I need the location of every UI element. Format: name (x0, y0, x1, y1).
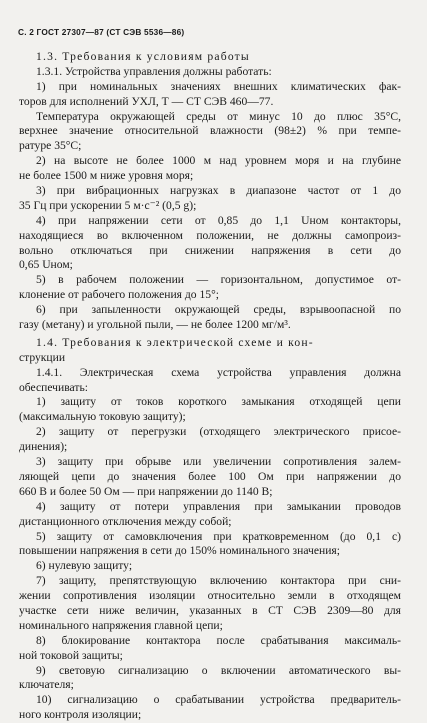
text-line: 1) при номинальных значениях внешних климатических фак- (36, 79, 401, 93)
text-line: 1.4.1. Электрическая схема устройства управления должна (36, 365, 401, 379)
text-line: 5) защиту от самовключения при кратковременном (до 0,1 с) (36, 529, 401, 543)
text-line: ной токовой защиты; (19, 648, 123, 662)
text-line: 2) защиту от перегрузки (отходящего электрического присое- (36, 425, 401, 439)
text-line: повышении напряжения в сети до 150% номинального значения; (19, 544, 340, 558)
text-line: 10) сигнализацию о срабатывании устройства предваритель- (36, 693, 401, 707)
text-line: ключателя; (19, 678, 74, 692)
text-line: газу (метану) и угольной пыли, — не более 1200 мг/м³. (19, 318, 291, 332)
text-line: 7) защиту, препятствующую включению контактора при сни- (36, 574, 401, 588)
text-line: вольно отключаться при снижении напряжения в сети до (19, 243, 401, 257)
text-line: номинального напряжения главной цепи; (19, 618, 223, 632)
text-line: жении сопротивления изоляции относительно земли в отходящем (19, 589, 401, 603)
text-line: 3) защиту при обрыве или увеличении сопротивления залем- (36, 455, 401, 469)
document-body (19, 50, 401, 723)
section-heading: 1.4. Требования к электрической схеме и кон- (36, 335, 314, 349)
text-line: ного контроля изоляции; (19, 708, 142, 722)
text-line: верхнее значение относительной влажности (98±2) % при темпе- (19, 124, 401, 138)
text-line: ратуре 35°С; (19, 139, 82, 153)
text-line: Температура окружающей среды от минус 10 до плюс 35°С, (36, 109, 401, 123)
text-line: торов для исполнений УХЛ, Т — СТ СЭВ 460—77. (19, 94, 274, 108)
text-line: 5) в рабочем положении — горизонтальном, допустимое от- (36, 273, 401, 287)
text-line: 1.3.1. Устройства управления должны работать: (36, 64, 272, 78)
text-line: 35 Гц при ускорении 5 м·с⁻² (0,5 g); (19, 198, 197, 212)
text-line: участке сети ниже величин, указанных в СТ СЭВ 2309—80 для (19, 603, 401, 617)
text-line: 8) блокирование контактора после срабатывания максималь- (36, 633, 401, 647)
text-line: динения); (19, 440, 68, 454)
text-line: находящиеся во включенном положении, не должны самопроиз- (19, 228, 401, 242)
text-line: 660 В и более 50 Ом — при напряжении до 1140 В; (19, 484, 273, 498)
text-line: обеспечивать: (19, 380, 88, 394)
text-line: 4) защиту от потери управления при замыкании проводов (36, 499, 401, 513)
text-line: 4) при напряжении сети от 0,85 до 1,1 Uном контакторы, (36, 213, 401, 227)
page-header: С. 2 ГОСТ 27307—87 (СТ СЭВ 5536—86) (18, 27, 185, 37)
text-line: дистанционного отключения между собой; (19, 514, 232, 528)
text-line: клонение от рабочего положения до 15°; (19, 288, 219, 302)
text-line: 0,65 Uном; (19, 258, 73, 272)
text-line: 6) при запыленности окружающей среды, взрывоопасной по (36, 303, 401, 317)
text-line: 3) при вибрационных нагрузках в диапазоне частот от 1 до (36, 184, 401, 198)
text-line: (максимальную токовую защиту); (19, 410, 186, 424)
text-line: 6) нулевую защиту; (36, 559, 133, 573)
text-line: струкции (19, 350, 66, 364)
text-line: не более 1500 м ниже уровня моря; (19, 169, 194, 183)
section-heading: 1.3. Требования к условиям работы (36, 50, 250, 63)
text-line: ляющей цепи до значения более 100 Ом при напряжении до (19, 469, 401, 483)
text-line: 1) защиту от токов короткого замыкания отходящей цепи (36, 395, 401, 409)
text-line: 9) световую сигнализацию о включении автоматического вы- (36, 663, 401, 677)
text-line: 2) на высоте не более 1000 м над уровнем моря и на глубине (36, 154, 401, 168)
